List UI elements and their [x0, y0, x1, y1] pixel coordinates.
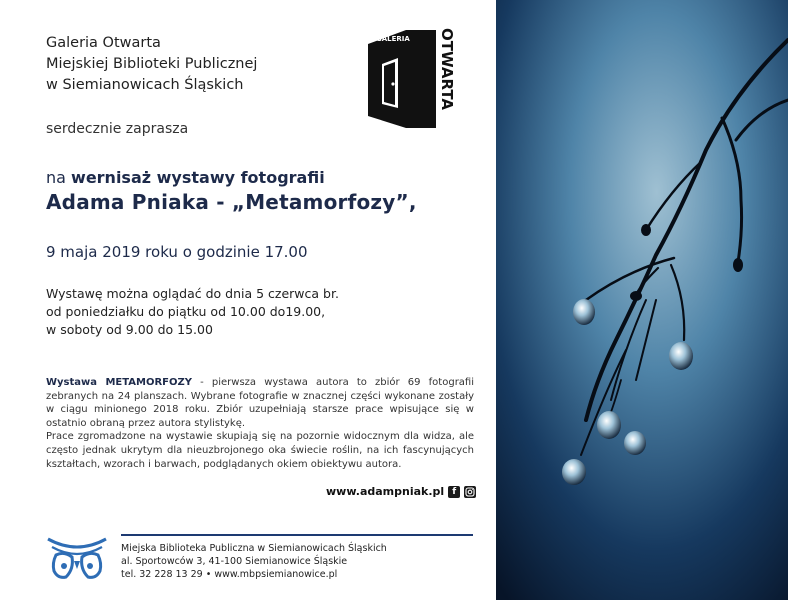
hours-line-2: od poniedziałku do piątku od 10.00 do19.00,	[46, 304, 326, 319]
invite-text: serdecznie zaprasza	[46, 121, 189, 137]
instagram-icon[interactable]	[464, 486, 476, 498]
opening-hours	[46, 285, 339, 339]
website-link[interactable]: www.adampniak.pl	[326, 485, 445, 498]
organizer-block	[46, 33, 257, 96]
event-prefix: na	[46, 168, 72, 187]
branch-with-droplets-image	[496, 0, 788, 600]
description-paragraph-1	[46, 376, 474, 430]
footer-contact	[121, 542, 387, 581]
exhibition-description	[46, 376, 474, 471]
owl-logo-icon	[46, 533, 108, 593]
organizer-line-2: Miejskiej Biblioteki Publicznej	[46, 56, 258, 72]
description-paragraph-2: Prace zgromadzone na wystawie skupiają się na pozornie widocznym dla widza, ale często jednak ukrytym dla nieuzbrojonego oka świecie roślin, na ich fascynujących kształtach, wzorach i barwach, podglądanych okiem obiektywu autora.	[46, 431, 474, 470]
hours-line-3: w soboty od 9.00 do 15.00	[46, 322, 213, 337]
website-row	[326, 485, 476, 498]
description-text-1: - pierwsza wystawa autora to zbiór 69 fotografii zebranych na 24 planszach. Wybrane fotografie w znacznej części wykonane zostały w ciągu minionego 2018 roku. Zbiór uzupełniają starsze prace wpisujące się w ostatnio obraną przez autora stylistykę.	[46, 377, 475, 429]
organizer-line-1: Galeria Otwarta	[46, 35, 161, 51]
organizer-line-3: w Siemianowicach Śląskich	[46, 77, 244, 93]
logo-small-text: GALERIA	[376, 35, 410, 43]
description-lead: Wystawa METAMORFOZY	[46, 377, 193, 388]
footer-line-3: tel. 32 228 13 29 • www.mbpsiemianowice.pl	[121, 569, 338, 580]
hours-line-1: Wystawę można oglądać do dnia 5 czerwca br.	[46, 286, 339, 301]
event-date: 9 maja 2019 roku o godzinie 17.00	[46, 243, 308, 261]
artist-title: Adama Pniaka - „Metamorfozy”,	[46, 190, 417, 214]
facebook-icon[interactable]: f	[448, 486, 460, 498]
footer-line-1: Miejska Biblioteka Publiczna w Siemianowicach Śląskich	[121, 543, 387, 554]
galeria-otwarta-logo	[366, 24, 458, 138]
footer-divider	[121, 534, 473, 536]
logo-big-text: OTWARTA	[438, 28, 456, 111]
event-heading	[46, 168, 325, 187]
footer-line-2: al. Sportowców 3, 41-100 Siemianowice Śląskie	[121, 556, 348, 567]
exhibition-photo	[496, 0, 788, 600]
event-title: wernisaż wystawy fotografii	[71, 168, 325, 187]
